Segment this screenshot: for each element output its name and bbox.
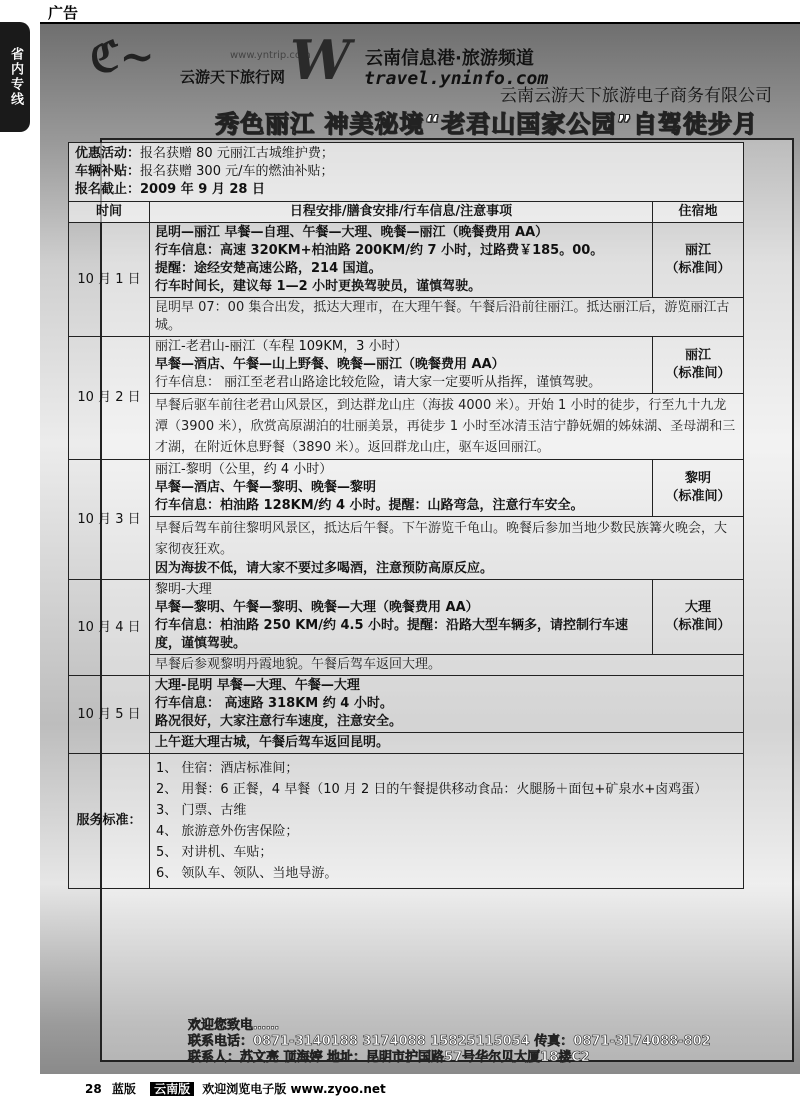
day-desc: 早餐后参观黎明丹霞地貌。午餐后驾车返回大理。: [150, 655, 744, 676]
day-stay: 丽江 （标准间）: [653, 337, 744, 394]
header-schedule: 日程安排/膳食安排/行车信息/注意事项: [150, 202, 653, 223]
footer-link-text[interactable]: 欢迎浏览电子版 www.zyoo.net: [202, 1082, 386, 1096]
day-route: 昆明—丽江 早餐—自理、午餐—大理、晚餐—丽江（晚餐费用 AA）: [155, 225, 549, 240]
contact-phone: 联系电话：0871-3140188 3174088 15825115054 传真：0871-3174088-802: [188, 1034, 711, 1049]
logo2-url: travel.yninfo.com: [364, 68, 549, 89]
yntrip-logo: [90, 30, 320, 100]
intro-label: 车辆补贴：: [75, 164, 141, 179]
intro-text: 报名获赠 80 元丽江古城维护费；: [140, 146, 334, 161]
logo1-url: www.yntrip.com: [230, 50, 311, 61]
intro-label: 优惠活动：: [75, 146, 141, 161]
w-logo-icon: W: [290, 28, 351, 92]
table-row: [69, 676, 744, 733]
service-item: 2、 用餐：6 正餐，4 早餐（10 月 2 日的午餐提供移动食品：火腿肠＋面包+矿泉水+卤鸡蛋）: [156, 782, 708, 797]
day-stay: 大理 （标准间）: [653, 580, 744, 655]
day-stay: 黎明 （标准间）: [653, 460, 744, 517]
logo1-name: 云游天下旅行网: [180, 68, 286, 86]
day-date: 10 月 3 日: [69, 460, 150, 580]
contact-address: 联系人：苏文亮 顶海婷 地址：昆明市护国路57号华尔贝大厦18楼C2: [188, 1050, 590, 1065]
table-row: [69, 733, 744, 754]
day-desc-block: [150, 517, 744, 580]
service-item: 6、 领队车、领队、当地导游。: [156, 866, 338, 881]
day-drive-info: 行车信息： 高速路 318KM 约 4 小时。: [155, 696, 393, 711]
day-meals: 早餐—酒店、午餐—山上野餐、晚餐—丽江（晚餐费用 AA）: [155, 357, 505, 372]
day-route: 大理-昆明 早餐—大理、午餐—大理: [155, 678, 360, 693]
service-label: 服务标准：: [69, 754, 150, 889]
day-stay: 丽江 （标准间）: [653, 223, 744, 298]
intro-text: 2009 年 9 月 28 日: [140, 182, 265, 197]
day-drive-info: 行车信息：高速 320KM+柏油路 200KM/约 7 小时，过路费￥185。00。: [155, 243, 604, 258]
day-tip: 路况很好，大家注意行车速度，注意安全。: [155, 714, 403, 729]
table-row: [69, 298, 744, 337]
service-item: 4、 旅游意外伤害保险；: [156, 824, 299, 839]
edition-label: 蓝版: [111, 1082, 136, 1096]
day-route: 丽江-黎明（公里，约 4 小时）: [155, 462, 333, 477]
header-time: 时间: [69, 202, 150, 223]
day-plan: [150, 460, 653, 517]
headline-banner: 秀色丽江 神美秘境“老君山国家公园”自驾徒步月: [215, 110, 758, 138]
contact-greeting: 欢迎您致电……: [188, 1018, 280, 1033]
ad-tag: 广告: [48, 4, 79, 22]
day-tip: 因为海拔不低，请大家不要过多喝酒，注意预防高原反应。: [155, 561, 494, 576]
table-row: [69, 580, 744, 655]
day-meals: 早餐—黎明、午餐—黎明、晚餐—大理（晚餐费用 AA）: [155, 600, 479, 615]
day-drive-info: 行车信息： 丽江至老君山路途比较危险，请大家一定要听从指挥，谨慎驾驶。: [155, 375, 602, 390]
day-meals: 早餐—酒店、午餐—黎明、晚餐—黎明: [155, 480, 377, 495]
day-desc: 早餐后驱车前往老君山风景区，到达群龙山庄（海拔 4000 米）。开始 1 小时的徒步，行至九十九龙潭（3900 米），欣赏高原湖泊的壮丽美景，再徒步 1 小时至冰清玉洁宁静妩媚的姊妹湖、圣母湖和三才湖，在附近休息野餐（3890 米）。返回群龙山庄，驱车返回丽江。: [150, 394, 744, 460]
service-list: [150, 754, 744, 889]
service-item: 5、 对讲机、车贴；: [156, 845, 273, 860]
day-plan: [150, 676, 744, 733]
yunnan-edition-badge: 云南版: [150, 1082, 194, 1096]
day-date: 10 月 4 日: [69, 580, 150, 676]
day-route: 黎明-大理: [155, 582, 212, 597]
table-row: [69, 394, 744, 460]
company-name: 云南云游天下旅游电子商务有限公司: [500, 86, 772, 106]
day-plan: [150, 223, 653, 298]
itinerary-table: [68, 142, 744, 889]
table-row: [69, 460, 744, 517]
day-tip: 行车时间长，建议每 1—2 小时更换驾驶员，谨慎驾驶。: [155, 279, 482, 294]
day-plan: [150, 337, 653, 394]
day-drive-info: 行车信息：柏油路 250 KM/约 4.5 小时。提醒：沿路大型车辆多，请控制行车速度，谨慎驾驶。: [155, 618, 629, 651]
page-footer: [85, 1080, 392, 1097]
day-drive-info: 行车信息：柏油路 128KM/约 4 小时。提醒：山路弯急，注意行车安全。: [155, 498, 584, 513]
intro-block: [69, 143, 744, 202]
day-date: 10 月 2 日: [69, 337, 150, 460]
table-row: [69, 223, 744, 298]
day-desc: 早餐后驾车前往黎明风景区，抵达后午餐。下午游览千龟山。晚餐后参加当地少数民族篝火晚会，大家彻夜狂欢。: [155, 521, 728, 557]
page-number: 28: [85, 1082, 102, 1096]
side-tab: 省内专线: [0, 22, 30, 132]
day-date: 10 月 5 日: [69, 676, 150, 754]
table-row: [69, 655, 744, 676]
swirl-logo-icon: ℭ~: [90, 32, 155, 81]
day-tip: 提醒：途经安楚高速公路，214 国道。: [155, 261, 382, 276]
service-item: 1、 住宿：酒店标准间；: [156, 761, 299, 776]
table-row: [69, 517, 744, 580]
day-date: 10 月 1 日: [69, 223, 150, 337]
table-row: [69, 337, 744, 394]
day-plan: [150, 580, 653, 655]
day-desc: 昆明早 07：00 集合出发，抵达大理市，在大理午餐。午餐后沿前往丽江。抵达丽江后，游览丽江古城。: [150, 298, 744, 337]
day-desc: 上午逛大理古城，午餐后驾车返回昆明。: [150, 733, 744, 754]
intro-text: 报名获赠 300 元/车的燃油补贴；: [140, 164, 334, 179]
table-row: [69, 754, 744, 889]
service-item: 3、 门票、古维: [156, 803, 247, 818]
intro-label: 报名截止：: [75, 182, 141, 197]
header-stay: 住宿地: [653, 202, 744, 223]
contact-block: [188, 1018, 711, 1066]
day-route: 丽江-老君山-丽江（车程 109KM，3 小时）: [155, 339, 408, 354]
logo2-title: 云南信息港·旅游频道: [365, 48, 534, 69]
